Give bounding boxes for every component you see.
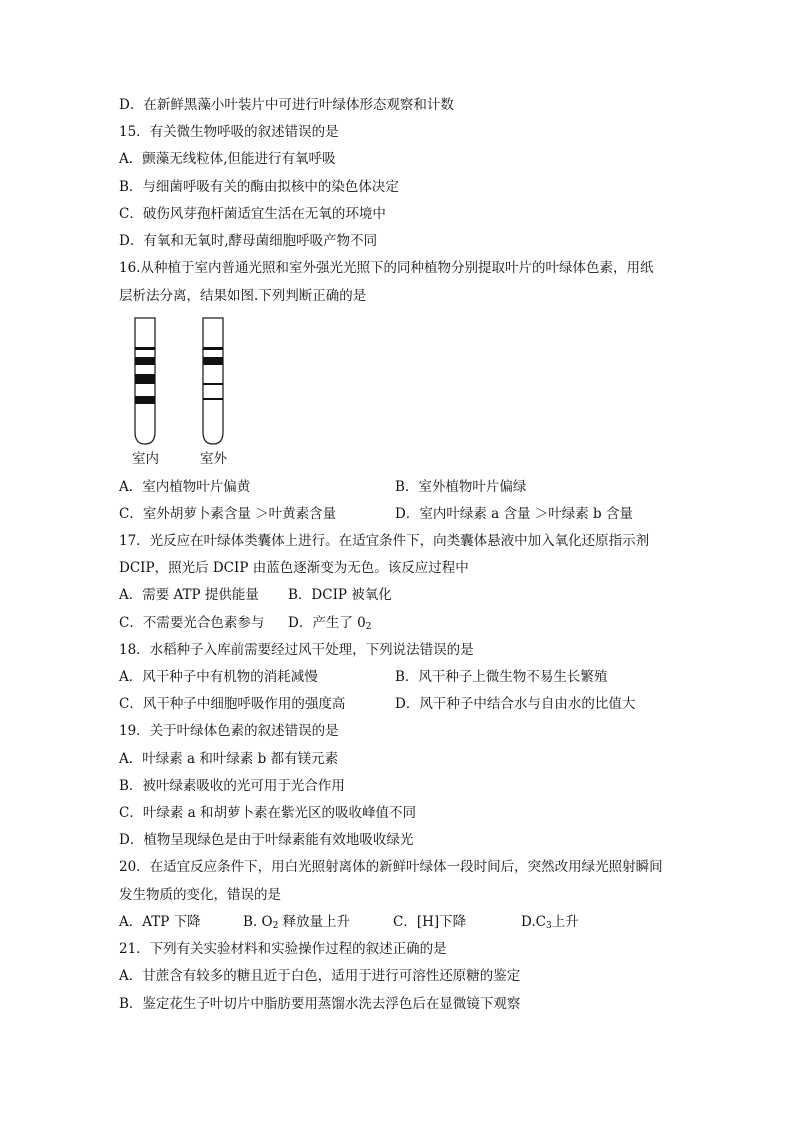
q17-option-a: A．需要 ATP 提供能量 — [119, 587, 259, 603]
band-outdoor-1 — [203, 347, 223, 350]
q18-option-b: B．风干种子上微生物不易生长繁殖 — [395, 669, 608, 685]
q19-option-a: A．叶绿素 a 和叶绿素 b 都有镁元素 — [119, 751, 339, 767]
q17-option-c: C．不需要光合色素参与 — [119, 615, 265, 631]
q16-stem-line1: 16.从种植于室内普通光照和室外强光光照下的同种植物分别提取叶片的叶绿体色素，用纸 — [119, 260, 654, 276]
band-indoor-1 — [135, 347, 155, 350]
q18-stem: 18．水稻种子入库前需要经过风干处理，下列说法错误的是 — [119, 642, 474, 658]
q16-stem-line2: 层析法分离，结果如图.下列判断正确的是 — [119, 288, 367, 304]
q17-stem-line2: DCIP，照光后 DCIP 由蓝色逐渐变为无色。该反应过程中 — [119, 560, 469, 576]
label-indoor: 室内 — [132, 451, 159, 467]
q18-option-d: D．风干种子中结合水与自由水的比值大 — [395, 696, 636, 712]
q15-option-d: D．有氧和无氧时,酵母菌细胞呼吸产物不同 — [119, 233, 378, 249]
q15-option-c: C．破伤风芽孢杆菌适宜生活在无氧的环境中 — [119, 206, 386, 222]
q19-stem: 19．关于叶绿体色素的叙述错误的是 — [119, 723, 339, 739]
band-outdoor-3 — [203, 383, 223, 385]
q16-option-d: D．室内叶绿素 a 含量 ＞叶绿素 b 含量 — [395, 506, 633, 522]
q17-stem-line1: 17．光反应在叶绿体类囊体上进行。在适宜条件下，向类囊体悬液中加入氧化还原指示剂 — [119, 533, 650, 549]
q19-option-c: C．叶绿素 a 和胡萝卜素在紫光区的吸收峰值不同 — [119, 805, 416, 821]
q17-option-b: B．DCIP 被氧化 — [288, 587, 392, 603]
band-outdoor-4 — [203, 398, 223, 400]
band-indoor-3 — [135, 374, 155, 384]
q16-option-a: A．室内植物叶片偏黄 — [119, 479, 251, 495]
q15-stem: 15．有关微生物呼吸的叙述错误的是 — [119, 124, 339, 140]
q17-option-d: D．产生了 $0_2$ — [288, 615, 372, 632]
q18-option-a: A．风干种子中有机物的消耗减慢 — [119, 669, 318, 685]
label-outdoor: 室外 — [200, 451, 227, 467]
q20-option-a: A．ATP 下降 — [119, 914, 201, 930]
q19-option-b: B．被叶绿素吸收的光可用于光合作用 — [119, 778, 345, 794]
band-indoor-2 — [135, 357, 155, 365]
q21-option-a: A．甘蔗含有较多的糖且近于白色，适用于进行可溶性还原糖的鉴定 — [119, 968, 521, 984]
q15-option-b: B．与细菌呼吸有关的酶由拟核中的染色体决定 — [119, 179, 399, 195]
q14-option-d: D．在新鲜黑藻小叶装片中可进行叶绿体形态观察和计数 — [119, 97, 454, 113]
q20-option-b: B. $O_2$ 释放量上升 — [243, 914, 351, 931]
q20-option-c: C．[H]下降 — [393, 914, 467, 930]
q15-option-a: A．颤藻无线粒体,但能进行有氧呼吸 — [119, 151, 336, 167]
band-outdoor-2 — [203, 357, 223, 365]
q16-option-b: B．室外植物叶片偏绿 — [395, 479, 527, 495]
tube-outdoor — [203, 318, 223, 444]
band-indoor-4 — [135, 396, 155, 404]
q20-stem-line2: 发生物质的变化，错误的是 — [119, 887, 281, 903]
chromatography-figure — [128, 316, 238, 448]
q21-stem: 21．下列有关实验材料和实验操作过程的叙述正确的是 — [119, 941, 447, 957]
q20-stem-line1: 20．在适宜反应条件下，用白光照射离体的新鲜叶绿体一段时间后，突然改用绿光照射瞬间 — [119, 859, 663, 875]
q16-option-c: C．室外胡萝卜素含量 ＞叶黄素含量 — [119, 506, 337, 522]
q20-option-d: $D.C_3$上升 — [521, 914, 579, 931]
q18-option-c: C．风干种子中细胞呼吸作用的强度高 — [119, 696, 346, 712]
q19-option-d: D．植物呈现绿色是由于叶绿素能有效地吸收绿光 — [119, 832, 414, 848]
q21-option-b: B．鉴定花生子叶切片中脂肪要用蒸馏水洗去浮色后在显微镜下观察 — [119, 996, 521, 1012]
